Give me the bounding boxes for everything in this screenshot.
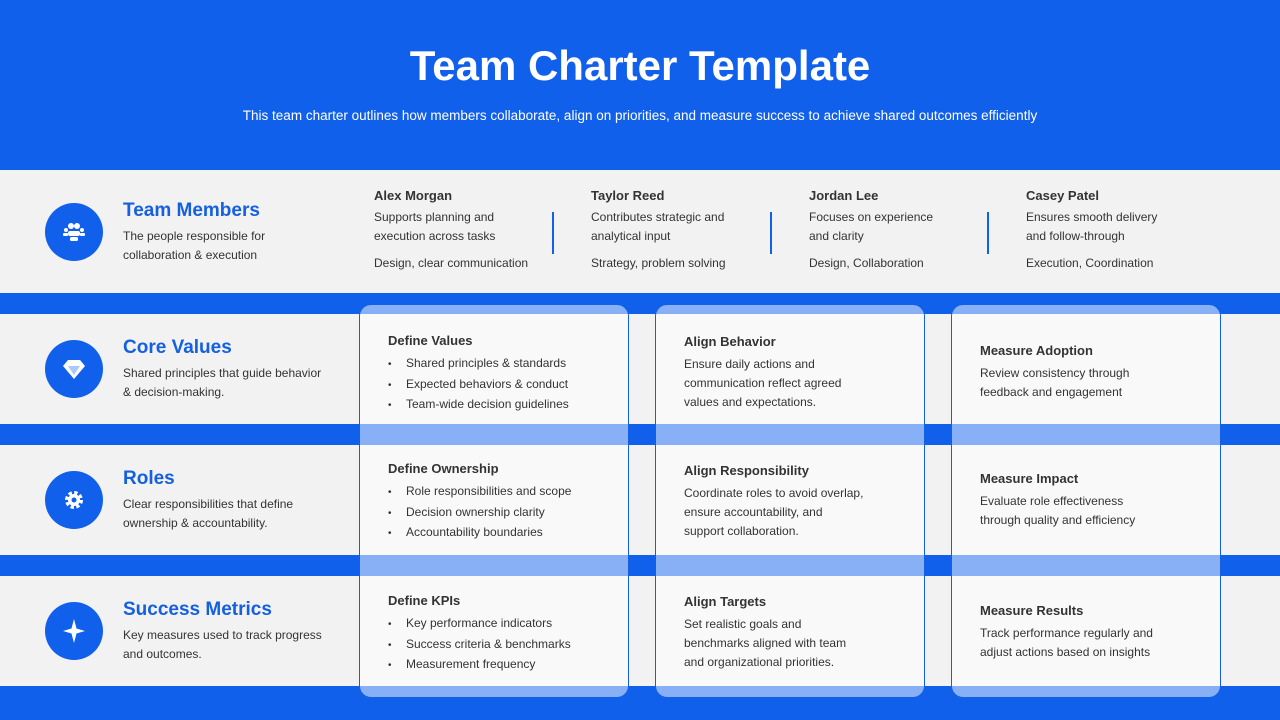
row-title: Team Members xyxy=(123,200,260,221)
member-desc: Contributes strategic and analytical input xyxy=(591,210,725,243)
cell-title: Measure Impact xyxy=(980,471,1079,486)
cell-text: Review consistency through feedback and engagement xyxy=(980,366,1130,399)
list-item: • Role responsibilities and scope xyxy=(388,482,618,503)
gear-icon xyxy=(45,471,103,529)
align-responsibility-cell xyxy=(684,463,914,541)
member-desc: Focuses on experience and clarity xyxy=(809,210,934,243)
list-item: • Expected behaviors & conduct xyxy=(388,375,618,396)
divider xyxy=(552,212,554,254)
list-item: • Key performance indicators xyxy=(388,614,618,635)
member-card xyxy=(591,188,781,270)
align-targets-cell xyxy=(684,594,914,672)
member-desc: Ensures smooth delivery and follow-through xyxy=(1026,210,1158,243)
measure-adoption-cell xyxy=(980,343,1210,402)
member-card xyxy=(809,188,999,270)
cell-text: Set realistic goals and benchmarks aligned with team and organizational priorities. xyxy=(684,617,847,669)
define-values-cell xyxy=(388,333,618,416)
cell-title: Define Values xyxy=(388,333,473,348)
member-name: Alex Morgan xyxy=(374,188,453,203)
list-item: • Success criteria & benchmarks xyxy=(388,635,618,656)
member-name: Jordan Lee xyxy=(809,188,879,203)
row-desc: Shared principles that guide behavior & decision-making. xyxy=(123,366,322,399)
member-card xyxy=(1026,188,1216,270)
row-desc: Key measures used to track progress and outcomes. xyxy=(123,628,322,661)
row-desc: The people responsible for collaboration & execution xyxy=(123,229,266,262)
list-item: • Measurement frequency xyxy=(388,655,618,676)
cell-title: Measure Results xyxy=(980,603,1084,618)
member-name: Casey Patel xyxy=(1026,188,1099,203)
page-title: Team Charter Template xyxy=(409,42,871,89)
align-behavior-cell xyxy=(684,334,914,412)
sparkle-icon xyxy=(45,602,103,660)
cell-title: Measure Adoption xyxy=(980,343,1093,358)
list-item: • Decision ownership clarity xyxy=(388,503,618,524)
cell-title: Define KPIs xyxy=(388,593,461,608)
define-ownership-cell xyxy=(388,461,618,544)
measure-column xyxy=(951,304,1221,698)
divider xyxy=(987,212,989,254)
member-card xyxy=(374,188,564,270)
cell-text: Evaluate role effectiveness through quality and efficiency xyxy=(980,494,1136,527)
cell-text: Coordinate roles to avoid overlap, ensure accountability, and support collaboration. xyxy=(684,486,864,538)
cell-text: Track performance regularly and adjust actions based on insights xyxy=(980,626,1153,659)
row-title: Roles xyxy=(123,468,175,489)
cell-title: Define Ownership xyxy=(388,461,499,476)
cell-title: Align Responsibility xyxy=(684,463,809,478)
cell-title: Align Behavior xyxy=(684,334,776,349)
list-item: • Shared principles & standards xyxy=(388,354,618,375)
row-title: Core Values xyxy=(123,337,232,358)
list-item: • Team-wide decision guidelines xyxy=(388,395,618,416)
page-subtitle: This team charter outlines how members collaborate, align on priorities, and measure success to achieve shared outcomes efficiently xyxy=(242,108,1038,123)
list-item: • Accountability boundaries xyxy=(388,523,618,544)
member-desc: Supports planning and execution across tasks xyxy=(374,210,496,243)
define-kpis-cell xyxy=(388,593,618,676)
divider xyxy=(770,212,772,254)
member-skills: Execution, Coordination xyxy=(1026,256,1154,270)
measure-impact-cell xyxy=(980,471,1210,530)
people-icon xyxy=(45,203,103,261)
member-skills: Strategy, problem solving xyxy=(591,256,726,270)
member-name: Taylor Reed xyxy=(591,188,665,203)
align-column xyxy=(655,304,925,698)
member-skills: Design, clear communication xyxy=(374,256,529,270)
cell-text: Ensure daily actions and communication reflect agreed values and expectations. xyxy=(684,357,842,409)
diamond-icon xyxy=(45,340,103,398)
cell-title: Align Targets xyxy=(684,594,767,609)
define-column xyxy=(359,304,629,698)
member-skills: Design, Collaboration xyxy=(809,256,924,270)
row-title: Success Metrics xyxy=(123,599,272,620)
row-desc: Clear responsibilities that define ownership & accountability. xyxy=(123,497,294,530)
measure-results-cell xyxy=(980,603,1210,662)
